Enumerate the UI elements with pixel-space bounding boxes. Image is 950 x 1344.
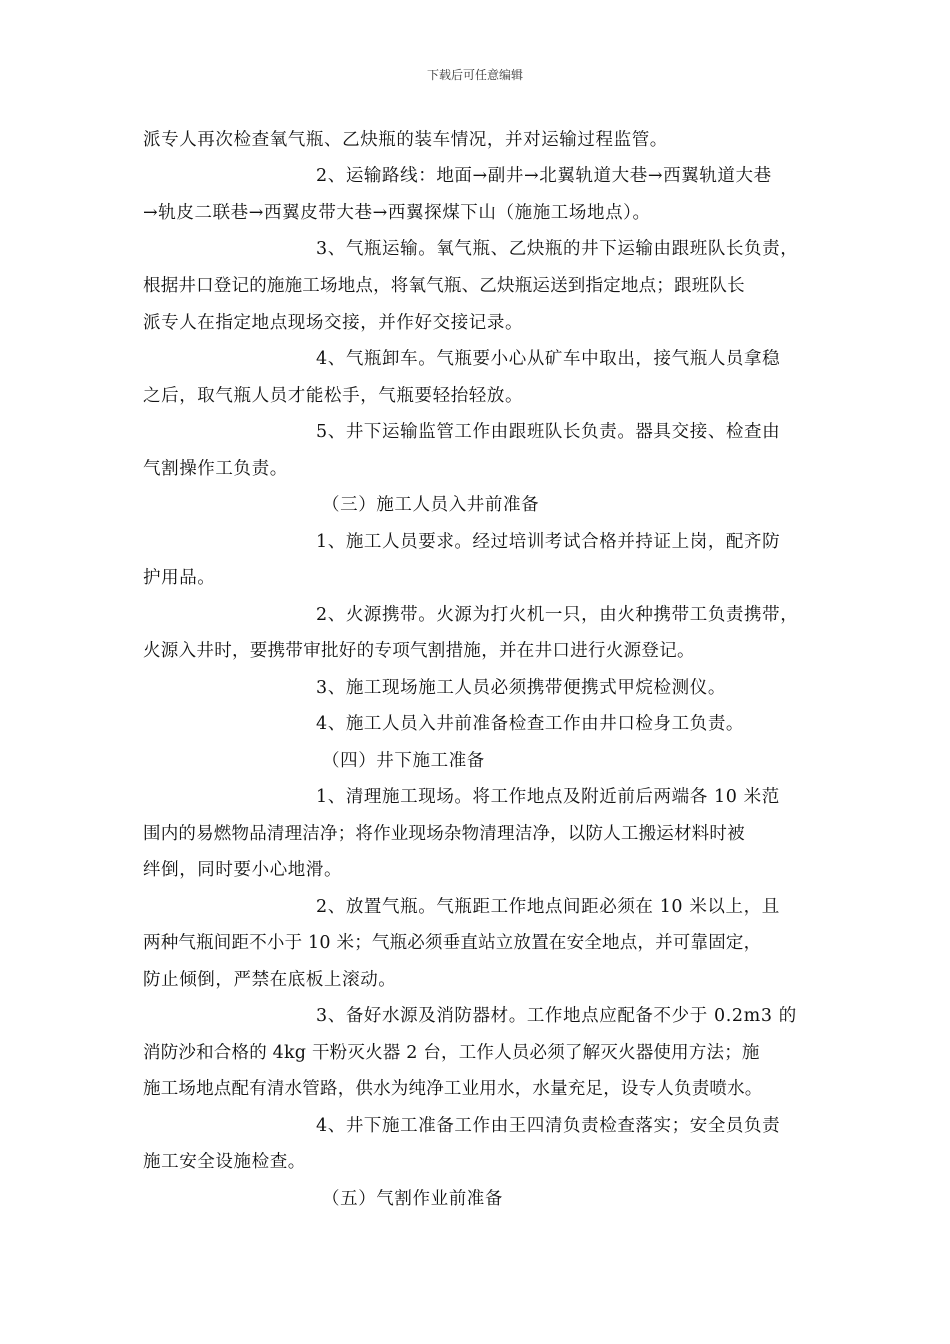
text-line: 2、放置气瓶。气瓶距工作地点间距必须在 10 米以上，且 — [316, 897, 780, 917]
text-line: 施工安全设施检查。 — [143, 1152, 306, 1172]
text-line: 2、火源携带。火源为打火机一只，由火种携带工负责携带， — [316, 605, 799, 625]
text-line: 4、井下施工准备工作由王四清负责检查落实；安全员负责 — [316, 1116, 781, 1136]
section-heading: （三）施工人员入井前准备 — [322, 495, 540, 515]
text-line: 消防沙和合格的 4kg 干粉灭火器 2 台，工作人员必须了解灭火器使用方法；施 — [143, 1043, 760, 1063]
text-line: 护用品。 — [143, 568, 216, 588]
text-line: 两种气瓶间距不小于 10 米；气瓶必须垂直站立放置在安全地点，并可靠固定， — [143, 933, 762, 953]
text-line: 1、清理施工现场。将工作地点及附近前后两端各 10 米范 — [316, 787, 780, 807]
section-heading: （五）气割作业前准备 — [322, 1189, 503, 1209]
text-line: 根据井口登记的施施工场地点，将氧气瓶、乙炔瓶运送到指定地点；跟班队长 — [143, 276, 745, 296]
text-line: 4、施工人员入井前准备检查工作由井口检身工负责。 — [316, 714, 745, 734]
text-line: 防止倾倒，严禁在底板上滚动。 — [143, 970, 397, 990]
text-line: 绊倒，同时要小心地滑。 — [143, 860, 343, 880]
text-line: 3、施工现场施工人员必须携带便携式甲烷检测仪。 — [316, 678, 726, 698]
text-line: 5、井下运输监管工作由跟班队长负责。器具交接、检查由 — [316, 422, 781, 442]
text-line: 2、运输路线：地面→副井→北翼轨道大巷→西翼轨道大巷 — [316, 166, 772, 186]
text-line: →轨皮二联巷→西翼皮带大巷→西翼探煤下山（施施工场地点）。 — [143, 203, 651, 223]
text-line: 派专人再次检查氧气瓶、乙炔瓶的装车情况，并对运输过程监管。 — [143, 130, 668, 150]
page-header: 下载后可任意编辑 — [426, 68, 523, 82]
text-line: 派专人在指定地点现场交接，并作好交接记录。 — [143, 313, 524, 333]
text-line: 3、备好水源及消防器材。工作地点应配备不少于 0.2m3 的 — [316, 1006, 797, 1026]
text-line: 3、气瓶运输。氧气瓶、乙炔瓶的井下运输由跟班队长负责， — [316, 239, 799, 259]
text-line: 火源入井时，要携带审批好的专项气割措施，并在井口进行火源登记。 — [143, 641, 695, 661]
text-line: 之后，取气瓶人员才能松手，气瓶要轻抬轻放。 — [143, 386, 524, 406]
text-line: 气割操作工负责。 — [143, 459, 288, 479]
text-line: 4、气瓶卸车。气瓶要小心从矿车中取出，接气瓶人员拿稳 — [316, 349, 781, 369]
text-line: 1、施工人员要求。经过培训考试合格并持证上岗，配齐防 — [316, 532, 781, 552]
text-line: 施工场地点配有清水管路，供水为纯净工业用水，水量充足，设专人负责喷水。 — [143, 1079, 763, 1099]
text-line: 围内的易燃物品清理洁净；将作业现场杂物清理洁净，以防人工搬运材料时被 — [143, 824, 745, 844]
section-heading: （四）井下施工准备 — [322, 751, 485, 771]
